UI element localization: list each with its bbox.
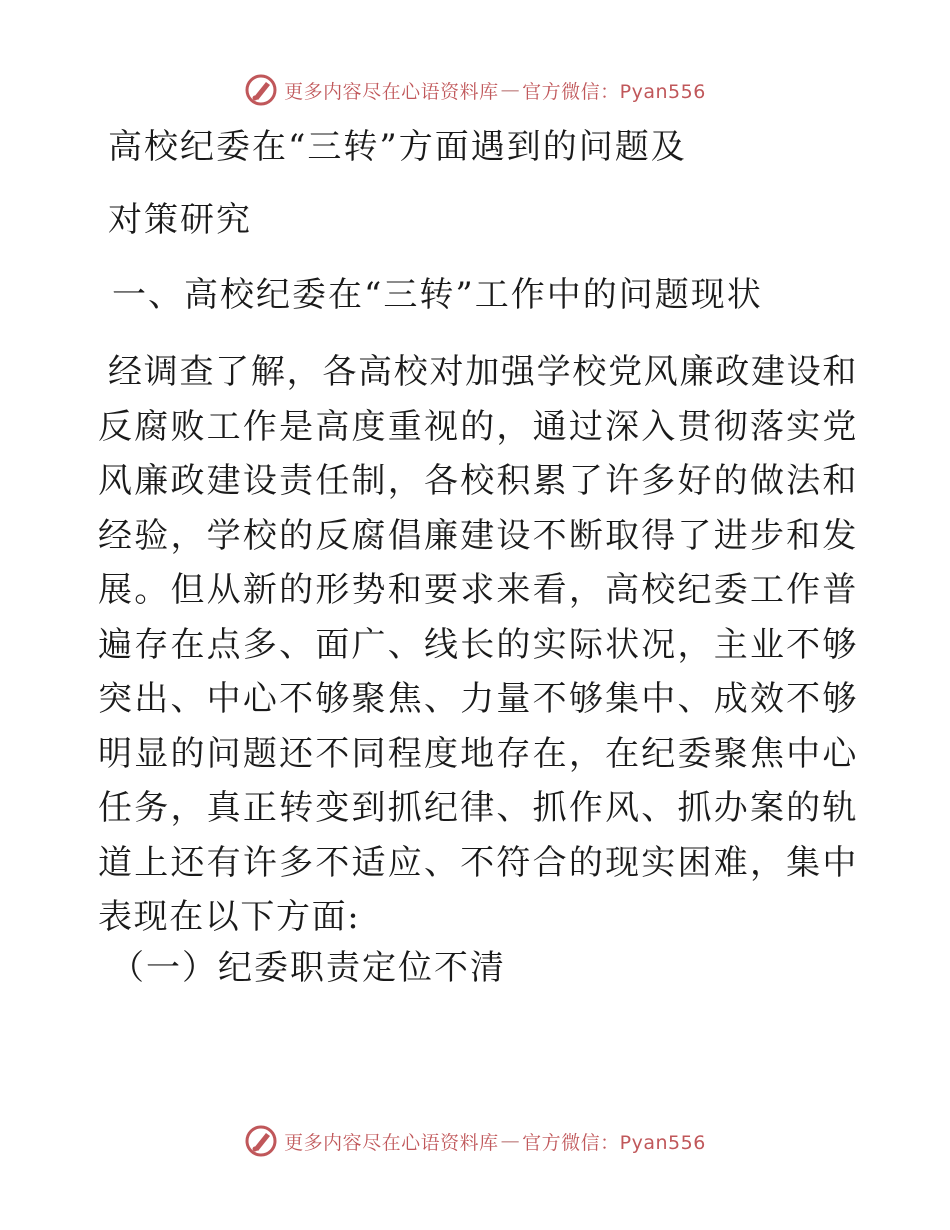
watermark-text: 更多内容尽在心语资料库 <box>284 1131 499 1154</box>
watermark-wechat: 官方微信：Pyan556 <box>522 1131 706 1154</box>
watermark-text: 更多内容尽在心语资料库 <box>284 80 499 103</box>
watermark-separator: — <box>500 1130 521 1152</box>
subsection-heading-1: （一）纪委职责定位不清 <box>110 948 506 988</box>
watermark-separator: — <box>500 79 521 101</box>
watermark-footer <box>0 1121 950 1161</box>
document-title-line-1: 高校纪委在“三转”方面遇到的问题及 <box>108 127 687 167</box>
document-title-line-2: 对策研究 <box>108 200 252 240</box>
pen-logo-icon <box>244 1124 278 1158</box>
watermark-wechat: 官方微信：Pyan556 <box>522 80 706 103</box>
section-paragraph-1: 经调查了解，各高校对加强学校党风廉政建设和反腐败工作是高度重视的，通过深入贯彻落实党风廉政建设责任制，各校积累了许多好的做法和经验，学校的反腐倡廉建设不断取得了进步和发展。但从新的形势和要求来看，高校纪委工作普遍存在点多、面广、线长的实际状况，主业不够突出、中心不够聚焦、力量不够集中、成效不够明显的问题还不同程度地存在，在纪委聚焦中心任务，真正转变到抓纪律、抓作风、抓办案的轨道上还有许多不适应、不符合的现实困难，集中表现在以下方面: <box>98 352 858 937</box>
section-heading-1: 一、高校纪委在“三转”工作中的问题现状 <box>112 275 763 315</box>
watermark-header <box>0 70 950 110</box>
pen-logo-icon <box>244 73 278 107</box>
